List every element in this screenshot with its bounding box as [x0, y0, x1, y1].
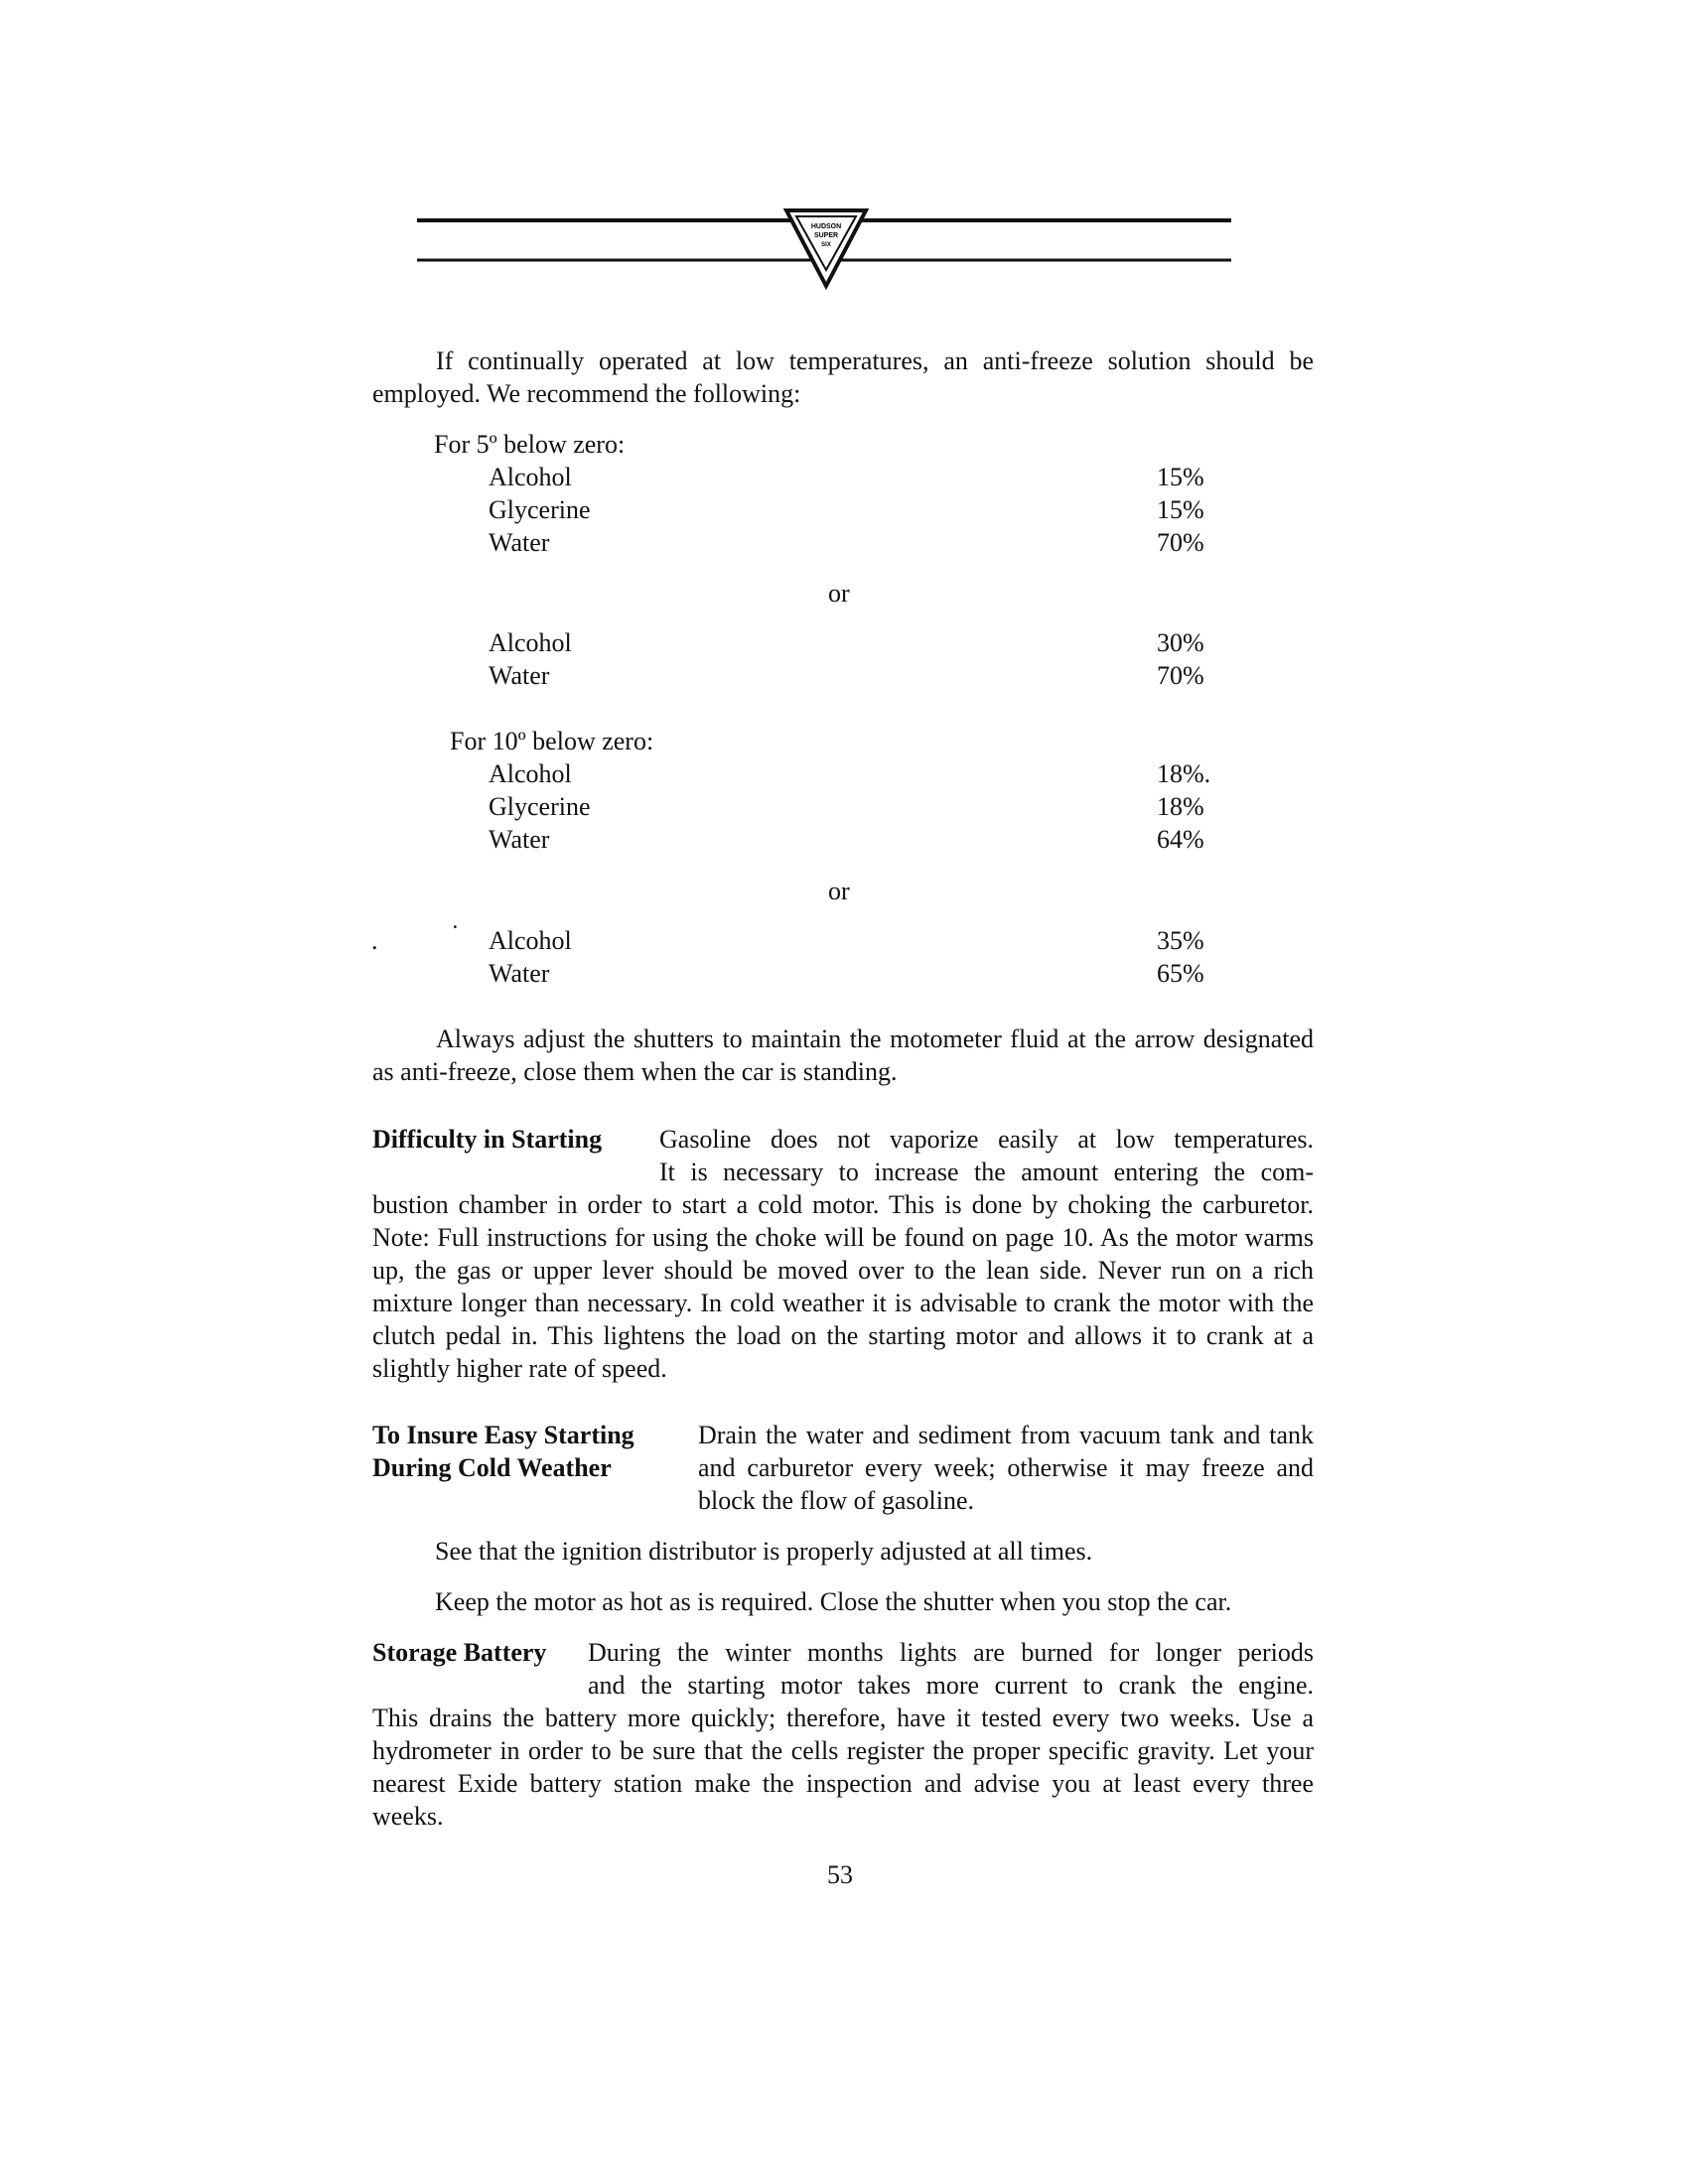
battery-line-1: During the winter months lights are burned for longer periods: [588, 1638, 1314, 1667]
intro-paragraph: If continually operated at low temperatures, an anti-freeze solution should be employed. We recommend the following:: [372, 346, 1314, 408]
emblem-line-3: SIX: [821, 242, 831, 248]
mix-5a-item-2-pct: 15%: [1157, 495, 1204, 524]
mix-5b-item-1-name: Alcohol: [489, 628, 572, 657]
difficulty-line-2: It is necessary to increase the amount entering the com-: [659, 1158, 1314, 1186]
hot-motor-sentence: Keep the motor as hot as is required. Close the shutter when you stop the car.: [435, 1587, 1232, 1616]
difficulty-paragraph: bustion chamber in order to start a cold motor. This is done by choking the carburetor. Note: Full instructions for using the choke will be found on page 10. As the motor warms up, the gas or upper lever should be moved over to the lean side. Never run on a rich mixture longer than necessary. In cold weather it is advisable to crank the motor with the clutch pedal in. This lightens the load on the starting motor and allows it to crank at a slightly higher rate of speed.: [372, 1190, 1314, 1383]
mix-10a-item-3-pct: 64%: [1157, 825, 1204, 854]
mix-5-label: For 5º below zero:: [434, 430, 626, 459]
emblem-line-1: HUDSON: [810, 223, 842, 230]
header-rule-emblem: [417, 208, 1231, 298]
insure-body: Drain the water and sediment from vacuum tank and tank and carburetor every week; otherwise it may freeze and block the flow of gasoline.: [698, 1421, 1314, 1515]
mix-10-label: For 10º below zero:: [450, 727, 654, 755]
mix-5b-item-2-name: Water: [489, 661, 550, 690]
battery-paragraph: This drains the battery more quickly; therefore, have it tested every two weeks. Use a hydrometer in order to be sure that the cells register the proper specific gravity. Let your nearest Exide battery station make the inspection and advise you at least every three weeks.: [372, 1704, 1314, 1831]
difficulty-line-1: Gasoline does not vaporize easily at low temperatures.: [659, 1125, 1314, 1154]
mix-5a-item-2-name: Glycerine: [489, 495, 591, 524]
mix-5a-item-1-name: Alcohol: [489, 463, 572, 491]
shutters-paragraph: Always adjust the shutters to maintain the motometer fluid at the arrow designated as anti-freeze, close them when the car is standing.: [372, 1024, 1314, 1086]
mix-5a-item-1-pct: 15%: [1157, 463, 1204, 491]
battery-heading: Storage Battery: [372, 1638, 547, 1667]
mix-5a-item-3-name: Water: [489, 528, 550, 557]
insure-heading-line-2: During Cold Weather: [372, 1453, 612, 1482]
mix-10b-item-2-pct: 65%: [1157, 959, 1204, 988]
mix-10b-item-1-name: Alcohol: [489, 926, 572, 955]
mix-10b-item-2-name: Water: [489, 959, 550, 988]
mix-10b-item-1-pct: 35%: [1157, 926, 1204, 955]
mix-5b-item-1-pct: 30%: [1157, 628, 1204, 657]
mix-5-or: or: [828, 579, 850, 608]
battery-line-2: and the starting motor takes more current to crank the engine.: [588, 1671, 1314, 1700]
difficulty-heading: Difficulty in Starting: [372, 1125, 603, 1154]
mix-10a-item-1-pct: 18%.: [1157, 759, 1211, 788]
mix-10a-item-2-pct: 18%: [1157, 792, 1204, 821]
stray-mark-1: .: [371, 926, 378, 955]
insure-heading-line-1: To Insure Easy Starting: [372, 1421, 634, 1449]
mix-10a-item-1-name: Alcohol: [489, 759, 572, 788]
stray-mark-2: ˙: [451, 920, 460, 949]
mix-5b-item-2-pct: 70%: [1157, 661, 1204, 690]
mix-10a-item-2-name: Glycerine: [489, 792, 591, 821]
ignition-sentence: See that the ignition distributor is properly adjusted at all times.: [435, 1537, 1093, 1566]
mix-10a-item-3-name: Water: [489, 825, 550, 854]
page-number: 53: [827, 1860, 853, 1889]
mix-10-or: or: [828, 877, 850, 905]
emblem-line-2: SUPER: [813, 232, 839, 239]
mix-5a-item-3-pct: 70%: [1157, 528, 1204, 557]
